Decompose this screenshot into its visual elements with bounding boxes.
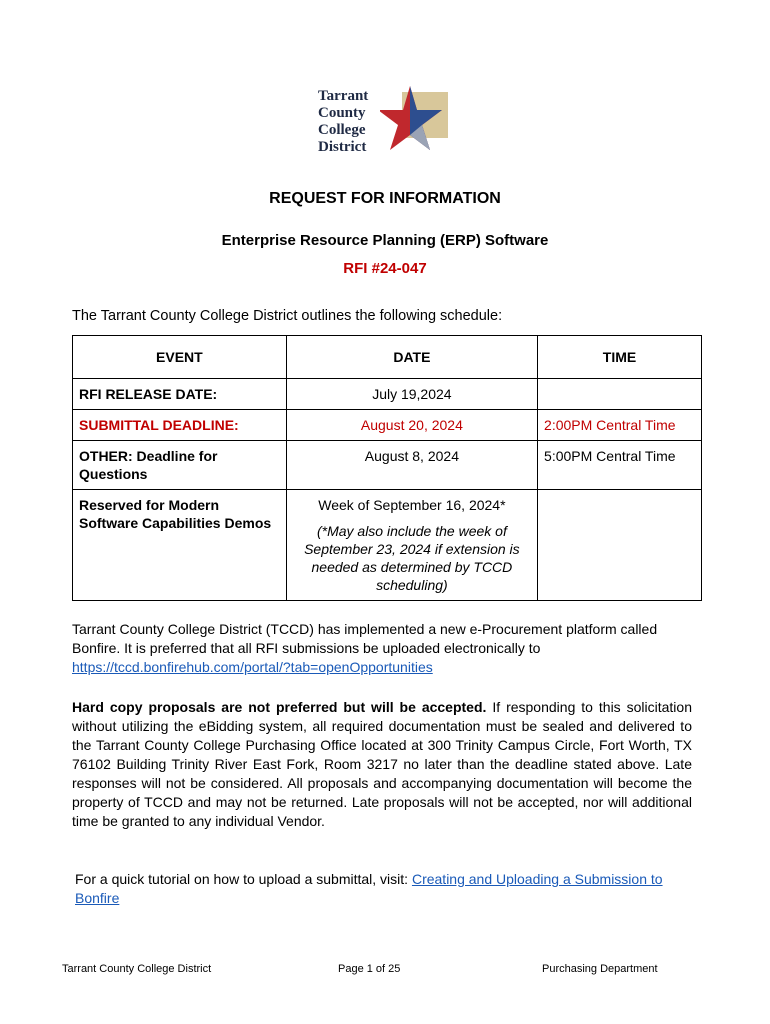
college-logo	[318, 84, 450, 166]
event-cell: SUBMITTAL DEADLINE:	[73, 410, 287, 441]
tutorial-link[interactable]: Creating and Uploading a Submission to Bonfire	[75, 871, 663, 906]
table-row	[73, 379, 702, 410]
event-cell: Reserved for Modern Software Capabilities Demos	[73, 490, 287, 601]
tutorial-text: For a quick tutorial on how to upload a submittal, visit:	[75, 871, 409, 887]
event-cell: OTHER: Deadline for Questions	[73, 441, 287, 490]
time-cell: 2:00PM Central Time	[538, 410, 702, 441]
schedule-table	[72, 335, 702, 601]
header-date: DATE	[286, 336, 537, 379]
table-header-row	[73, 336, 702, 379]
bonfire-text: Tarrant County College District (TCCD) has implemented a new e-Procurement platform called Bonfire. It is preferred that all RFI submissions be uploaded electronically to	[72, 621, 658, 656]
schedule-intro: The Tarrant County College District outlines the following schedule:	[72, 308, 503, 324]
hard-copy-bold: Hard copy proposals are not preferred but will be accepted.	[72, 699, 487, 715]
document-title: REQUEST FOR INFORMATION	[269, 190, 501, 207]
bonfire-portal-link[interactable]: https://tccd.bonfirehub.com/portal/?tab=openOpportunities	[72, 659, 433, 675]
footer-left: Tarrant County College District	[62, 963, 212, 975]
event-cell: RFI RELEASE DATE:	[73, 379, 287, 410]
logo-line: Tarrant	[318, 88, 369, 104]
logo-line: County	[318, 105, 366, 121]
time-cell: 5:00PM Central Time	[538, 441, 702, 490]
bonfire-paragraph	[72, 620, 692, 677]
time-cell	[538, 490, 702, 601]
footer-page-number: Page 1 of 25	[338, 963, 401, 975]
table-row	[73, 410, 702, 441]
logo-line: District	[318, 139, 367, 155]
rfi-number: RFI #24-047	[343, 260, 427, 277]
header-time: TIME	[538, 336, 702, 379]
header-event: EVENT	[73, 336, 287, 379]
hard-copy-text: If responding to this solicitation without utilizing the eBidding system, all required documentation must be sealed and delivered to the Tarrant County College Purchasing Office located at 300 Trinity Campus Circle, Fort Worth, TX 76102 Building Trinity River East Fork, Room 3217 no later than the deadline stated above. Late responses will not be considered. All proposals and accompanying documentation will become the property of TCCD and may not be returned. Late proposals will not be accepted, nor will additional time be granted to any individual Vendor.	[72, 699, 692, 829]
date-cell: August 8, 2024	[286, 441, 537, 490]
date-note: (*May also include the week of September 23, 2024 if extension is needed as determined by TCCD scheduling)	[304, 523, 520, 593]
star-icon	[380, 84, 450, 166]
footer-right: Purchasing Department	[542, 963, 658, 975]
document-subtitle: Enterprise Resource Planning (ERP) Software	[221, 232, 549, 249]
date-cell: August 20, 2024	[286, 410, 537, 441]
table-row	[73, 441, 702, 490]
date-text: Week of September 16, 2024*	[318, 497, 506, 513]
time-cell	[538, 379, 702, 410]
date-cell: July 19,2024	[286, 379, 537, 410]
tutorial-paragraph	[75, 870, 695, 908]
logo-line: College	[318, 122, 366, 138]
hard-copy-paragraph	[72, 698, 692, 831]
date-cell	[286, 490, 537, 601]
table-row	[73, 490, 702, 601]
